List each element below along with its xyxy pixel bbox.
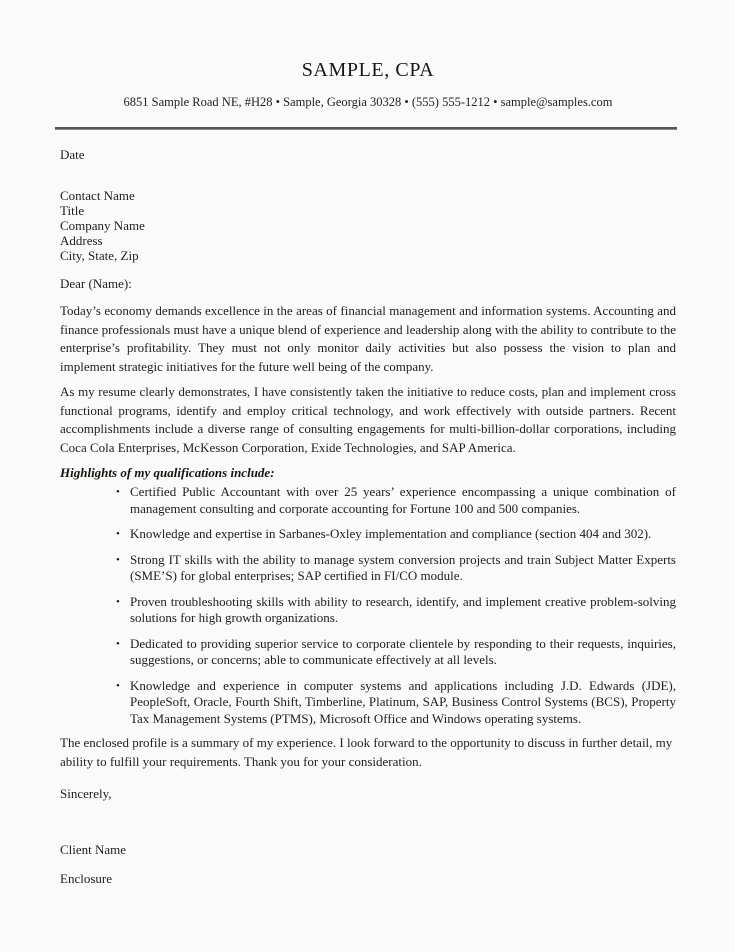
- recipient-title: Title: [60, 203, 85, 218]
- qualification-text: Knowledge and expertise in Sarbanes-Oxley implementation and compliance (section 404 and 302).: [130, 526, 652, 542]
- bullet-icon: •: [116, 595, 120, 608]
- qualification-item: [116, 594, 676, 627]
- recipient-company-name: Company Name: [60, 218, 145, 233]
- date-line: Date: [60, 147, 85, 162]
- recipient-address: Address: [60, 233, 103, 248]
- highlights-heading: Highlights of my qualifications include:: [60, 464, 275, 480]
- bullet-icon: •: [116, 486, 120, 499]
- valediction: Sincerely,: [60, 785, 112, 801]
- letterhead: [60, 58, 676, 130]
- qualification-item: [116, 636, 676, 669]
- qualification-text: Knowledge and experience in computer systems and applications including J.D. Edwards (JDE), PeopleSoft, Oracle, Fourth Shift, Timberline, Platinum, SAP, Business Control Systems (BCS), Property Tax Management Systems (PTMS), Microsoft Office and Windows operating systems.: [130, 677, 676, 726]
- qualification-text: Dedicated to providing superior service to corporate clientele by responding to their requests, inquiries, suggestions, or concerns; able to communicate effectively at all levels.: [130, 635, 676, 668]
- qualification-text: Certified Public Accountant with over 25 years’ experience encompassing a unique combination of management consulting and corporate accounting for Fortune 100 and 500 companies.: [130, 484, 676, 516]
- signature-name: Client Name: [60, 842, 127, 858]
- bullet-icon: •: [116, 528, 120, 541]
- recipient-city-state-zip: City, State, Zip: [60, 248, 139, 263]
- accomplishments-paragraph: As my resume clearly demonstrates, I have consistently taken the initiative to reduce costs, plan and implement cross functional programs, identify and employ critical technology, and work effectively with outside partners. Recent accomplishments include a diverse range of consulting engagements for multi-billion-dollar corporations, including Coca Cola Enterprises, McKesson Corporation, Exide Technologies, and SAP America.: [60, 383, 676, 455]
- qualification-item: [116, 552, 676, 585]
- qualification-item: [116, 484, 676, 517]
- letterhead-contact-line: 6851 Sample Road NE, #H28 • Sample, Georgia 30328 • (555) 555-1212 • sample@samples.com: [123, 95, 613, 109]
- letterhead-name: SAMPLE, CPA: [301, 59, 435, 81]
- qualification-text: Proven troubleshooting skills with ability to research, identify, and implement creative problem-solving solutions for high growth organizations.: [130, 593, 676, 626]
- bullet-icon: •: [116, 553, 120, 566]
- closing-paragraph: The enclosed profile is a summary of my experience. I look forward to the opportunity to discuss in further detail, my ability to fulfill your requirements. Thank you for your consideration.: [60, 735, 673, 770]
- bullet-icon: •: [116, 679, 120, 692]
- qualification-item: [116, 526, 676, 543]
- intro-paragraph: Today’s economy demands excellence in the areas of financial management and information systems. Accounting and finance professionals must have a unique blend of experience and leadership along with the ability to contribute to the enterprise’s profitability. They must not only monitor daily activities but also possess the vision to plan and implement strategic initiatives for the future well being of the company.: [60, 303, 676, 375]
- letterhead-divider: [55, 127, 677, 130]
- enclosure-note: Enclosure: [60, 871, 112, 887]
- recipient-contact-name: Contact Name: [60, 188, 135, 203]
- qualifications-list: [60, 484, 676, 727]
- salutation: Dear (Name):: [60, 276, 132, 291]
- qualification-text: Strong IT skills with the ability to manage system conversion projects and train Subject Matter Experts (SME’S) for global enterprises; SAP certified in FI/CO module.: [130, 551, 676, 584]
- recipient-block: [60, 188, 676, 263]
- qualification-item: [116, 678, 676, 728]
- bullet-icon: •: [116, 637, 120, 650]
